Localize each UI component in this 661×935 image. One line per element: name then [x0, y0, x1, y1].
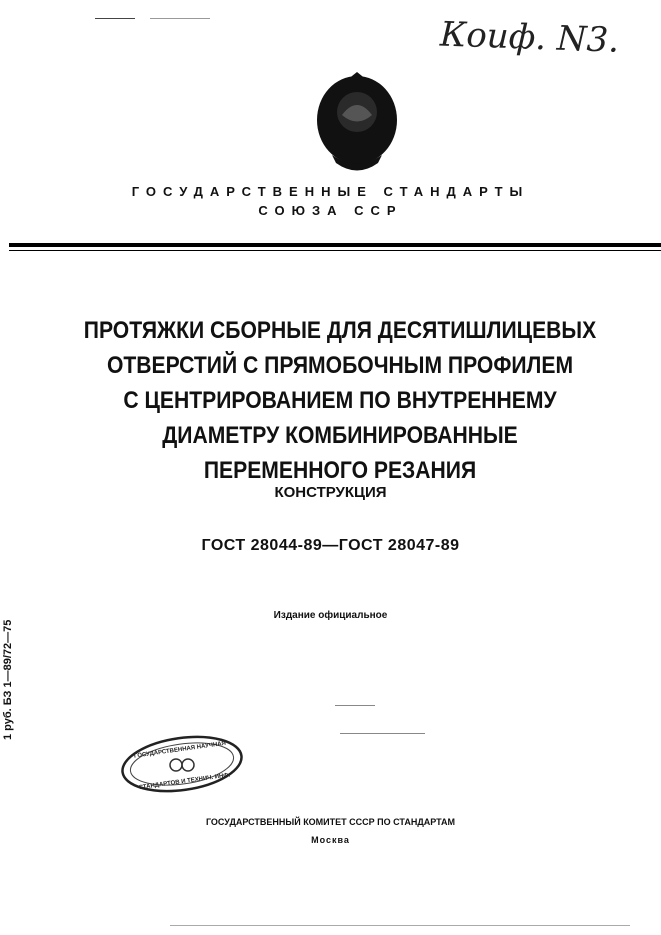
publisher-committee: ГОСУДАРСТВЕННЫЙ КОМИТЕТ СССР ПО СТАНДАРТАМ: [205, 817, 456, 827]
ussr-state-emblem-icon: [312, 70, 402, 175]
publisher-city: Москва: [311, 835, 350, 845]
title-line: ДИАМЕТРУ КОМБИНИРОВАННЫЕ: [162, 422, 518, 449]
library-stamp-icon: [118, 733, 246, 795]
stamp-text-bottom: СТАНДАРТОВ И ТЕХНИЧ. ИНФ.: [138, 772, 231, 792]
scan-artifact: [95, 18, 135, 19]
scan-artifact: [340, 733, 425, 734]
stamp-text-top: ГОСУДАРСТВЕННАЯ НАУЧНАЯ: [133, 740, 227, 760]
title-line: ПРОТЯЖКИ СБОРНЫЕ ДЛЯ ДЕСЯТИШЛИЦЕВЫХ: [83, 317, 597, 344]
state-standards-line2: СОЮЗА ССР: [258, 203, 403, 218]
header-rule-thick: [9, 243, 661, 247]
header-rule-thin: [9, 250, 661, 251]
gost-number: ГОСТ 28044-89—ГОСТ 28047-89: [201, 537, 460, 554]
title-line: ОТВЕРСТИЙ С ПРЯМОБОЧНЫМ ПРОФИЛЕМ: [106, 352, 574, 379]
document-title: [67, 313, 613, 488]
state-standards-line1: ГОСУДАРСТВЕННЫЕ СТАНДАРТЫ: [131, 184, 530, 199]
scan-artifact: [335, 705, 375, 706]
scan-artifact: [170, 925, 630, 926]
title-line: ПЕРЕМЕННОГО РЕЗАНИЯ: [203, 457, 477, 484]
handwritten-note: Коиф. N3.: [439, 14, 620, 61]
side-price-code: 1 руб. БЗ 1—89/72—75: [1, 619, 14, 740]
subtitle: КОНСТРУКЦИЯ: [274, 484, 387, 501]
title-line: С ЦЕНТРИРОВАНИЕМ ПО ВНУТРЕННЕМУ: [123, 387, 557, 414]
edition-label: Издание официальное: [273, 610, 388, 621]
scan-artifact: [150, 18, 210, 19]
